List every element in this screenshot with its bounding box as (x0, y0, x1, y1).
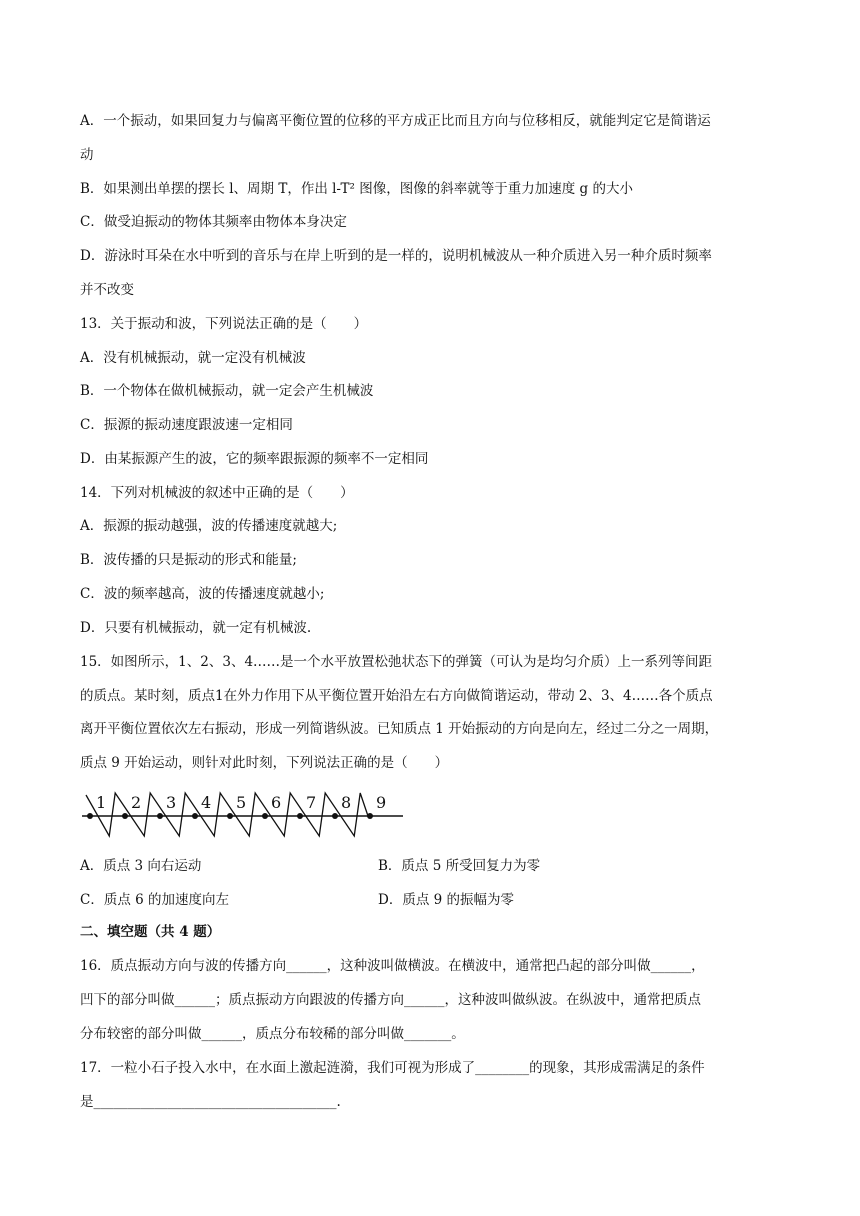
q12-option-a-line1: A．一个振动，如果回复力与偏离平衡位置的位移的平方成正比而且方向与位移相反，就能判定它是简谐运 (80, 113, 711, 129)
spring-point-label-9: 9 (376, 793, 387, 812)
q14-stem: 14．下列对机械波的叙述中正确的是（ ） (80, 485, 354, 501)
q15-stem-line4: 质点 9 开始运动，则针对此时刻，下列说法正确的是（ ） (80, 755, 449, 771)
spring-point-label-7: 7 (306, 793, 317, 812)
spring-point-label-3: 3 (166, 793, 177, 812)
q16-line1: 16．质点振动方向与波的传播方向______，这种波叫做横波。在横波中，通常把凸起的部分叫做______， (80, 958, 705, 974)
q13-stem: 13．关于振动和波，下列说法正确的是（ ） (80, 316, 368, 332)
spring-figure (80, 788, 410, 840)
spring-point-3 (157, 813, 163, 819)
spring-point-label-1: 1 (96, 793, 107, 812)
spring-point-4 (192, 813, 198, 819)
q15-option-b: B．质点 5 所受回复力为零 (378, 858, 541, 874)
spring-point-label-5: 5 (236, 793, 247, 812)
q12-option-d-line2: 并不改变 (80, 282, 134, 298)
q13-option-d: D．由某振源产生的波，它的频率跟振源的频率不一定相同 (80, 451, 429, 467)
q14-option-b: B．波传播的只是振动的形式和能量; (80, 552, 297, 568)
q17-line1: 17．一粒小石子投入水中，在水面上激起涟漪，我们可视为形成了________的现象，其形成需满足的条件 (80, 1060, 705, 1076)
q16-line3: 分布较密的部分叫做______，质点分布较稀的部分叫做_______。 (80, 1026, 465, 1042)
q12-option-c: C．做受迫振动的物体其频率由物体本身决定 (80, 214, 347, 230)
q14-option-a: A．振源的振动越强，波的传播速度就越大; (80, 518, 338, 534)
q15-option-d: D．质点 9 的振幅为零 (378, 892, 514, 908)
q12-option-a-line2: 动 (80, 147, 94, 163)
q13-option-b: B．一个物体在做机械振动，就一定会产生机械波 (80, 383, 374, 399)
q15-option-a: A．质点 3 向右运动 (80, 858, 202, 874)
q12-option-d-line1: D．游泳时耳朵在水中听到的音乐与在岸上听到的是一样的，说明机械波从一种介质进入另一种介质时频率 (80, 248, 712, 264)
spring-point-label-4: 4 (201, 793, 212, 812)
spring-point-9 (367, 813, 373, 819)
spring-point-1 (87, 813, 93, 819)
q15-stem-line3: 离开平衡位置依次左右振动，形成一列简谐纵波。已知质点 1 开始振动的方向是向左，经过二分之一周期， (80, 721, 719, 737)
q13-option-c: C．振源的振动速度跟波速一定相同 (80, 417, 293, 433)
spring-point-label-6: 6 (271, 793, 282, 812)
spring-point-7 (297, 813, 303, 819)
spring-point-8 (332, 813, 338, 819)
spring-point-label-8: 8 (341, 793, 352, 812)
spring-point-6 (262, 813, 268, 819)
q12-option-b: B．如果测出单摆的摆长 l、周期 T，作出 l-T² 图像，图像的斜率就等于重力加速度 g 的大小 (80, 181, 633, 197)
spring-point-5 (227, 813, 233, 819)
q14-option-d: D．只要有机械振动，就一定有机械波. (80, 620, 312, 636)
q15-stem-line1: 15．如图所示，1、2、3、4……是一个水平放置松弛状态下的弹簧（可认为是均匀介质）上一系列等间距 (80, 654, 713, 670)
section-heading-fill-in: 二、填空题（共 4 题） (80, 924, 221, 940)
q15-option-c: C．质点 6 的加速度向左 (80, 892, 230, 908)
q14-option-c: C．波的频率越高，波的传播速度就越小; (80, 586, 325, 602)
spring-coil (86, 793, 368, 836)
q13-option-a: A．没有机械振动，就一定没有机械波 (80, 350, 306, 366)
q15-stem-line2: 的质点。某时刻，质点1在外力作用下从平衡位置开始沿左右方向做简谐运动，带动 2、3、4……各个质点 (80, 688, 713, 704)
q16-line2: 凹下的部分叫做______；质点振动方向跟波的传播方向______，这种波叫做纵波。在纵波中，通常把质点 (80, 992, 701, 1008)
spring-point-label-2: 2 (131, 793, 142, 812)
spring-point-2 (122, 813, 128, 819)
q17-line2: 是____________________________________. (80, 1094, 341, 1110)
